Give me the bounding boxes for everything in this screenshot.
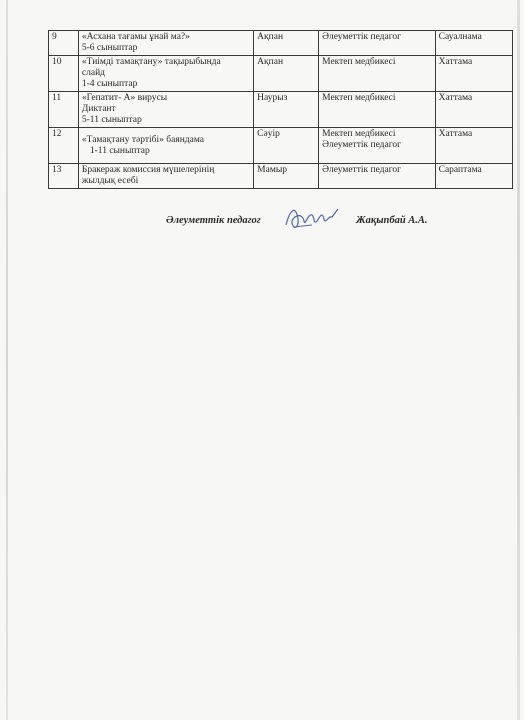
- handwritten-signature-icon: [282, 201, 342, 237]
- topic-line: «Гепатит- А» вирусы: [81, 93, 168, 103]
- row-topic: [78, 92, 253, 128]
- table-row: [49, 31, 513, 56]
- scan-edge-left: [6, 0, 8, 720]
- topic-line: «Тиімді тамақтану» тақырыбында: [81, 57, 221, 67]
- responsible-line: Әлеуметтік педагог: [322, 140, 402, 150]
- responsible-line: Мектеп медбикесі: [322, 57, 396, 67]
- topic-line: жылдық есебі: [81, 176, 139, 186]
- row-month: Мамыр: [254, 164, 319, 189]
- plan-table: [48, 30, 513, 189]
- topic-line: Диктант: [81, 104, 116, 114]
- topic-line: Бракераж комиссия мүшелерінің: [81, 165, 215, 175]
- row-document: Сараптама: [435, 164, 512, 189]
- signature-block: [0, 215, 524, 245]
- row-month: Ақпан: [254, 31, 319, 56]
- row-topic: [78, 31, 253, 56]
- row-document: Хаттама: [435, 128, 512, 164]
- scan-edge-right: [517, 0, 520, 720]
- table-row: [49, 56, 513, 92]
- row-number: 9: [49, 31, 79, 56]
- responsible-line: Әлеуметтік педагог: [322, 165, 402, 175]
- table-row: [49, 164, 513, 189]
- topic-line: «Тамақтану тәртібі» баяндама: [81, 134, 204, 145]
- row-number: 13: [49, 164, 79, 189]
- row-responsible: [319, 92, 436, 128]
- row-topic: [78, 128, 253, 164]
- row-document: Сауалнама: [435, 31, 512, 56]
- row-topic: [78, 164, 253, 189]
- topic-line: 5-6 сыныптар: [81, 43, 138, 53]
- responsible-line: Мектеп медбикесі: [322, 129, 396, 139]
- row-month: Наурыз: [254, 92, 319, 128]
- responsible-line: Мектеп медбикесі: [322, 93, 396, 103]
- table-row: [49, 92, 513, 128]
- signature-role: Әлеуметтік педагог: [166, 215, 261, 226]
- row-topic: [78, 56, 253, 92]
- row-responsible: [319, 56, 436, 92]
- row-number: 11: [49, 92, 79, 128]
- topic-line: слайд: [81, 68, 105, 78]
- topic-line: 1-4 сыныптар: [81, 79, 138, 89]
- row-month: Сәуір: [254, 128, 319, 164]
- row-number: 10: [49, 56, 79, 92]
- topic-line: «Асхана тағамы ұнай ма?»: [81, 32, 190, 42]
- row-number: 12: [49, 128, 79, 164]
- signature-name: Жақыпбай А.А.: [356, 215, 428, 226]
- row-month: Ақпан: [254, 56, 319, 92]
- row-document: Хаттама: [435, 56, 512, 92]
- row-responsible: [319, 128, 436, 164]
- topic-line: 1-11 сыныптар: [89, 145, 150, 156]
- row-responsible: [319, 31, 436, 56]
- row-document: Хаттама: [435, 92, 512, 128]
- topic-line: 5-11 сыныптар: [81, 115, 142, 125]
- row-responsible: [319, 164, 436, 189]
- responsible-line: Әлеуметтік педагог: [322, 32, 402, 42]
- table-row: [49, 128, 513, 164]
